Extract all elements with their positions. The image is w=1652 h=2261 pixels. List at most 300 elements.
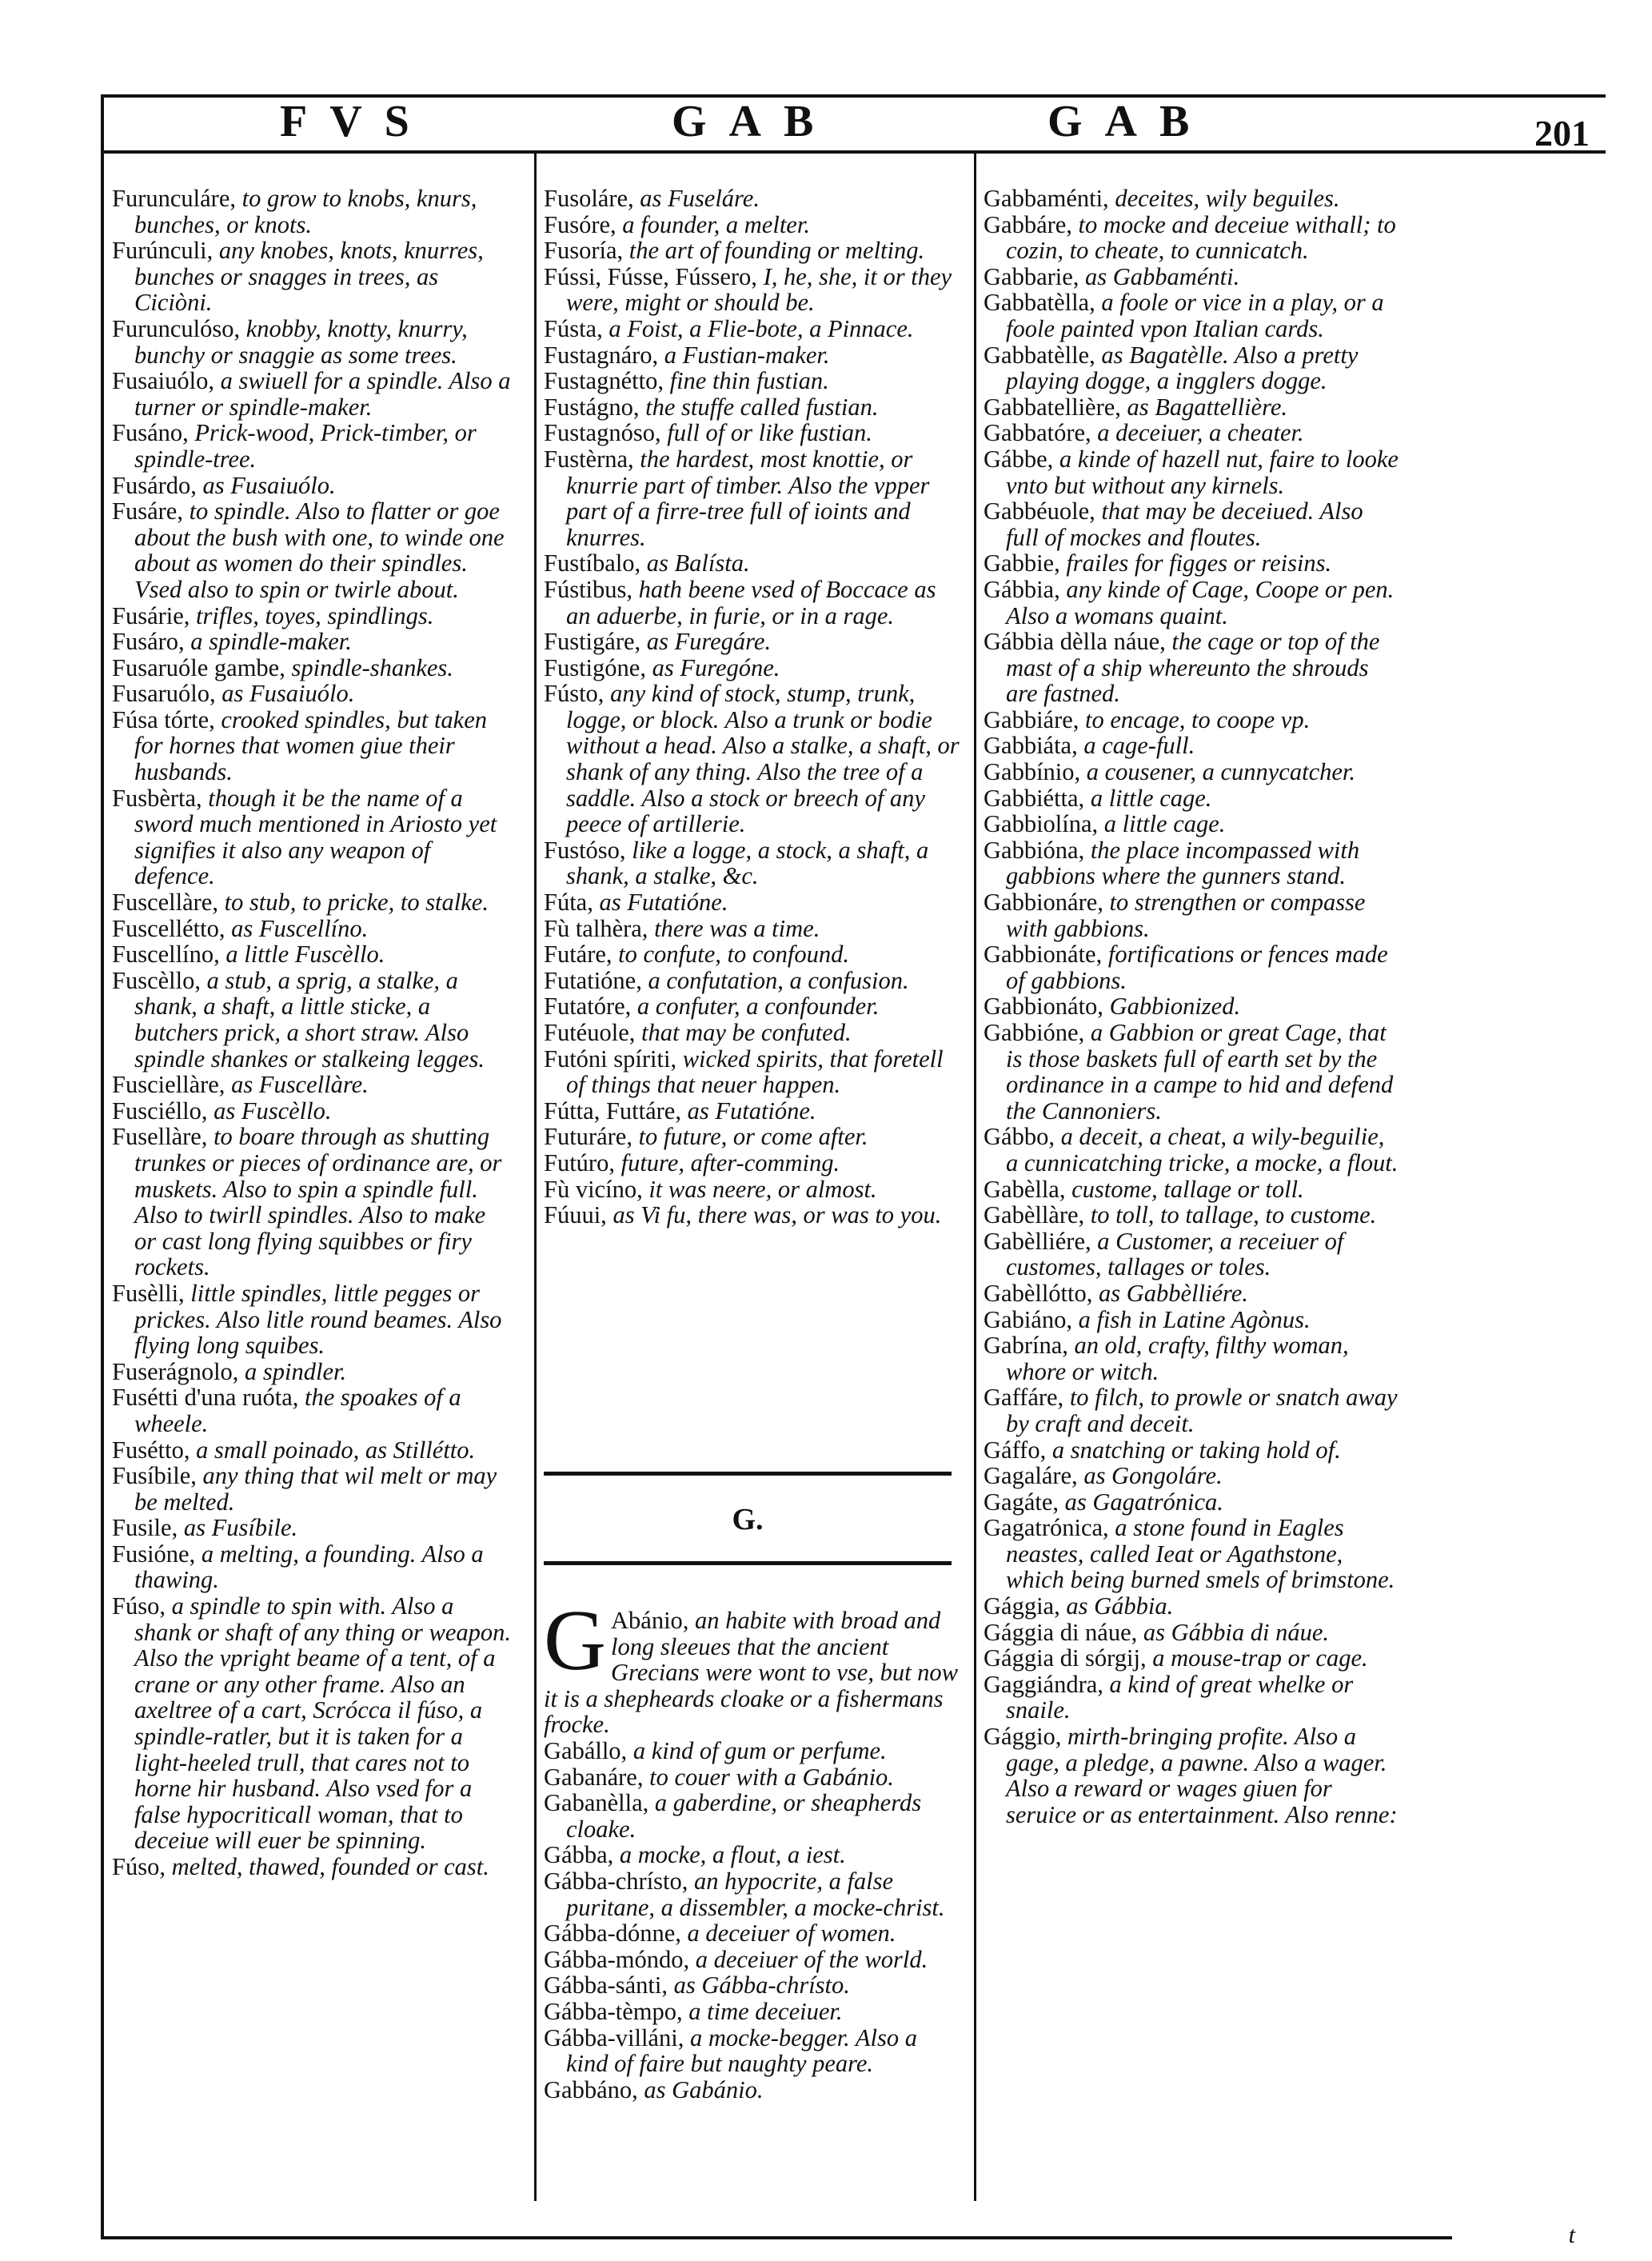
entry-headword: Gábba-sánti, [544, 1971, 668, 1999]
entry-headword: Fúta, [544, 889, 593, 917]
dictionary-entry [544, 1098, 960, 1125]
dictionary-entry [112, 186, 512, 238]
entry-gloss: a deceiuer, a cheater. [1091, 419, 1304, 447]
entry-headword: Futuráre, [544, 1123, 632, 1151]
entry-gloss: a spindler. [238, 1357, 347, 1385]
entry-headword: Fústibus, [544, 575, 633, 603]
entry-headword: Futatióne, [544, 966, 642, 994]
entry-headword: Fútta, Futtáre, [544, 1097, 681, 1125]
entry-gloss: any kind of stock, stump, trunk, logge, or block. Also a trunk or bodie without a head. Also a stalke, a shaft, or shank of any thing. Also the tree of a saddle. Also a stock or breech of any peece of artillerie. [566, 680, 960, 838]
entry-gloss: a time deceiuer. [682, 1997, 843, 2025]
entry-headword: Fusárdo, [112, 471, 197, 499]
dictionary-entry [112, 629, 512, 655]
dictionary-entry [112, 1463, 512, 1515]
entry-gloss: a small poinado, as Stillétto. [190, 1436, 476, 1464]
entry-headword: Gabbatellière, [984, 393, 1121, 421]
entry-headword: Gabbiáta, [984, 732, 1078, 760]
entry-gloss: to confute, to confound. [612, 941, 850, 969]
entry-gloss: a swiuell for a spindle. Also a turner or spindle-maker. [134, 367, 511, 421]
entry-gloss: it was neere, or almost. [642, 1175, 877, 1203]
entry-headword: Fù vicíno, [544, 1175, 643, 1203]
entry-gloss: the spoakes of a wheele. [134, 1384, 461, 1437]
dictionary-entry [984, 759, 1399, 785]
entry-headword: Gabanèlla, [544, 1789, 649, 1817]
entry-gloss: like a logge, a stock, a shaft, a shank, a stalke, &c. [566, 836, 929, 890]
entry-headword: Gabbionáto, [984, 993, 1103, 1021]
dictionary-entry [544, 186, 960, 212]
entry-gloss: a Gabbion or great Cage, that is those baskets full of earth set by the ordinance in a campe to hid and defend the Cannoniers. [1006, 1019, 1394, 1125]
entry-headword: Fusoláre, [544, 185, 634, 212]
entry-headword: Fuscellàre, [112, 889, 218, 917]
entry-headword: Gabbiolína, [984, 810, 1099, 838]
entry-headword: Gággio, [984, 1723, 1062, 1751]
entry-gloss: a founder, a melter. [616, 210, 810, 238]
entry-headword: Futatóre, [544, 993, 632, 1021]
entry-headword: Fusciéllo, [112, 1097, 208, 1125]
dictionary-entry [544, 1020, 960, 1046]
entry-gloss: a little cage. [1084, 784, 1212, 812]
entry-headword: Gabbínio, [984, 758, 1081, 786]
entry-gloss: to mocke and deceiue withall; to cozin, to cheate, to cunnicatch. [1006, 210, 1396, 265]
dictionary-entry [544, 1790, 960, 1842]
entry-headword: Fusíbile, [112, 1462, 197, 1490]
entry-gloss: a spindle to spin with. Also a shank or shaft of any thing or weapon. Also the vpright beame of a tent, of a crane or any other frame. Also an axeltree of a cart, Scrócca il fúso, a spindle-ratler, but it is taken for a light-heeled trull, that cares not to horne hir husband. Also vsed for a false hypocriticall woman, that to deceiue will euer be spinning. [134, 1592, 512, 1855]
entry-headword: Gabbéuole, [984, 497, 1095, 525]
column-right [984, 186, 1399, 1828]
entry-headword: Gabbióne, [984, 1019, 1085, 1046]
entry-gloss: a fish in Latine Agònus. [1071, 1305, 1311, 1333]
entry-gloss: as Balísta. [640, 549, 750, 577]
entry-gloss: the cage or top of the mast of a ship whereunto the shrouds are fastned. [1006, 628, 1380, 708]
dictionary-entry [984, 498, 1399, 550]
entry-headword: Fusaiuólo, [112, 367, 214, 395]
dictionary-entry [984, 1124, 1399, 1176]
entry-gloss: as Fuscèllo. [207, 1097, 332, 1125]
entry-gloss: as Furegáre. [640, 628, 772, 656]
entry-gloss: as Fusíbile. [178, 1514, 298, 1542]
entry-gloss: a spindle-maker. [184, 628, 352, 656]
dictionary-entry [544, 968, 960, 994]
entry-gloss: full of or like fustian. [660, 419, 872, 447]
dictionary-entry [544, 1176, 960, 1203]
entry-gloss: a melting, a founding. Also a thawing. [134, 1540, 484, 1594]
entry-headword: Fusétti d'una ruóta, [112, 1384, 299, 1412]
entry-headword: Gabbáno, [544, 2075, 638, 2103]
entry-gloss: as Gábbia di náue. [1137, 1618, 1330, 1646]
dictionary-entry [984, 212, 1399, 264]
entry-headword: Fusáre, [112, 497, 183, 525]
entry-gloss: as Gabánio. [637, 2075, 764, 2103]
dictionary-entry [984, 1280, 1399, 1307]
dictionary-entry [112, 473, 512, 499]
dictionary-entry [984, 1020, 1399, 1124]
entry-headword: Gabbaménti, [984, 185, 1109, 212]
entry-gloss: as Gabbaménti. [1079, 262, 1240, 290]
entry-headword: Fúso, [112, 1592, 166, 1620]
entry-gloss: to strengthen or compasse with gabbions. [1006, 889, 1366, 942]
entry-gloss: a stub, a sprig, a stalke, a shank, a shaft, a little sticke, a butchers prick, a short straw. Also spindle shankes or stalkeing legges. [134, 966, 485, 1073]
column-divider-2 [974, 154, 976, 2201]
dictionary-entry [984, 550, 1399, 577]
dictionary-entry [984, 837, 1399, 889]
entry-headword: Gabbatóre, [984, 419, 1091, 447]
dictionary-entry [544, 212, 960, 238]
entry-gloss: any thing that wil melt or may be melted. [134, 1462, 497, 1516]
dictionary-entry [112, 1515, 512, 1541]
entry-gloss: knobby, knotty, knurry, bunchy or snaggie as some trees. [134, 314, 468, 369]
entry-gloss: as Bagattellière. [1120, 393, 1287, 421]
dictionary-entry [112, 1124, 512, 1280]
dictionary-entry [984, 1645, 1399, 1672]
entry-headword: Gábbe, [984, 445, 1054, 473]
dictionary-entry [984, 811, 1399, 837]
entry-gloss: a little Fuscèllo. [219, 941, 385, 969]
entry-gloss: little spindles, little pegges or prickes. Also litle round beames. Also flying long squibes. [134, 1279, 502, 1360]
entry-gloss: to spindle. Also to flatter or goe about the bush with one, to winde one about as women do their spindles. Vsed also to spin or twirle about. [134, 497, 505, 603]
dictionary-entry [984, 1724, 1399, 1828]
entry-headword: Fuscellíno, [112, 941, 220, 969]
dictionary-entry [544, 993, 960, 1020]
dictionary-entry [112, 498, 512, 602]
dictionary-entry [112, 889, 512, 916]
entry-headword: Gábbo, [984, 1123, 1055, 1151]
entry-gloss: as Vi fu, there was, or was to you. [606, 1201, 942, 1229]
dictionary-entry [112, 1072, 512, 1098]
entry-gloss: melted, thawed, founded or cast. [165, 1853, 489, 1880]
entry-headword: Gabbie, [984, 549, 1060, 577]
section-rule-bottom [544, 1561, 952, 1565]
entry-headword: Futáre, [544, 941, 613, 969]
entry-gloss: to future, or come after. [632, 1123, 868, 1151]
entry-headword: Fústa, [544, 314, 603, 342]
entry-headword: Fuscellétto, [112, 914, 225, 942]
entry-headword: Fusáno, [112, 419, 189, 447]
entry-headword: Fusoría, [544, 237, 624, 265]
entry-headword: Gabbiétta, [984, 784, 1085, 812]
entry-headword: Gággia di náue, [984, 1618, 1138, 1646]
entry-gloss: spindle-shankes. [285, 653, 453, 681]
section-rule-top [544, 1472, 952, 1476]
dictionary-entry [544, 577, 960, 629]
dictionary-entry [112, 941, 512, 968]
dictionary-entry [544, 629, 960, 655]
dictionary-entry [984, 264, 1399, 290]
dictionary-entry [984, 577, 1399, 629]
dictionary-entry [112, 1384, 512, 1436]
dictionary-entry [984, 394, 1399, 421]
dictionary-entry [544, 1046, 960, 1098]
entry-headword: Fustigóne, [544, 653, 646, 681]
entry-headword: Fustíbalo, [544, 549, 641, 577]
dictionary-entry [544, 2025, 960, 2077]
dictionary-entry [984, 785, 1399, 812]
dictionary-entry [544, 1972, 960, 1999]
entry-headword: Fù talhèra, [544, 914, 648, 942]
entry-headword: Gábba-dónne, [544, 1919, 681, 1947]
entry-gloss: trifles, toyes, spindlings. [190, 601, 434, 629]
dictionary-entry [544, 681, 960, 837]
entry-headword: Gábba-tèmpo, [544, 1997, 683, 2025]
left-border [101, 94, 104, 2238]
entry-gloss: as Gabbèlliére. [1092, 1279, 1248, 1307]
dictionary-entry [984, 420, 1399, 446]
entry-gloss: the place incompassed with gabbions where the gunners stand. [1006, 836, 1360, 890]
dictionary-entry [112, 316, 512, 368]
entry-gloss: as Futatióne. [680, 1097, 816, 1125]
entry-headword: Futéuole, [544, 1019, 636, 1046]
dictionary-entry [112, 1541, 512, 1593]
dictionary-entry [984, 1332, 1399, 1384]
dictionary-entry [544, 420, 960, 446]
entry-headword: Gaffáre, [984, 1384, 1064, 1412]
entry-headword: Fúsa tórte, [112, 705, 215, 733]
entry-gloss: a little cage. [1098, 810, 1226, 838]
dictionary-entry [544, 1738, 960, 1764]
dictionary-entry [984, 290, 1399, 342]
dictionary-entry [984, 1463, 1399, 1489]
catchword: t [1568, 2222, 1575, 2248]
entry-gloss: a mocke, a flout, a iest. [613, 1841, 846, 1869]
column-left [112, 186, 512, 1880]
entry-headword: Fússi, Fússe, Fússero, [544, 262, 757, 290]
dictionary-entry [544, 342, 960, 369]
entry-gloss: a cage-full. [1077, 732, 1195, 760]
dictionary-entry [112, 1098, 512, 1125]
entry-gloss: that may be deceiued. Also full of mockes and floutes. [1006, 497, 1363, 551]
dictionary-entry [544, 368, 960, 394]
column-middle-g [544, 1593, 960, 2103]
dictionary-entry [112, 1854, 512, 1880]
entry-gloss: as Fuscellíno. [225, 914, 369, 942]
entry-headword: Gagáte, [984, 1488, 1059, 1516]
entry-gloss: as Fuseláre. [633, 185, 760, 212]
dictionary-entry [984, 1228, 1399, 1280]
entry-headword: Abánio, [611, 1607, 689, 1634]
entry-gloss: a confutation, a confusion. [641, 966, 909, 994]
entry-gloss: crooked spindles, but taken for hornes that women giue their husbands. [134, 705, 487, 786]
dictionary-entry [544, 316, 960, 342]
entry-gloss: mirth-bringing profite. Also a gage, a pledge, a pawne. Also a wager. Also a reward or wages giuen for seruice or as entertainment. Also renne: [1006, 1723, 1398, 1828]
entry-headword: Gabèlliére, [984, 1227, 1091, 1255]
entry-gloss: fortifications or fences made of gabbions. [1006, 941, 1388, 994]
dictionary-entry [984, 889, 1399, 941]
dictionary-entry [112, 238, 512, 316]
entry-gloss: wicked spirits, that foretell of things that neuer happen. [566, 1045, 944, 1099]
entry-headword: Fusaruóle gambe, [112, 653, 285, 681]
dictionary-entry [544, 837, 960, 889]
dictionary-entry [112, 1359, 512, 1385]
entry-gloss: as Fusaiuólo. [196, 471, 336, 499]
entry-gloss: to toll, to tallage, to custome. [1084, 1201, 1377, 1229]
entry-gloss: there was a time. [648, 914, 820, 942]
dictionary-entry [112, 968, 512, 1072]
running-head-left: FVS [280, 97, 432, 146]
dictionary-entry [984, 1515, 1399, 1593]
entry-gloss: a deceit, a cheat, a wily-beguilie, a cunnicatching tricke, a mocke, a flout. [1006, 1123, 1399, 1176]
entry-headword: Gábba-móndo, [544, 1945, 690, 1973]
entry-gloss: an habite with broad and long sleeues that the ancient Grecians were wont to vse, but now it is a shepheards cloake or a fishermans frocke. [544, 1607, 959, 1739]
entry-headword: Fusáro, [112, 628, 185, 656]
entry-gloss: the art of founding or melting. [623, 237, 925, 265]
dictionary-entry [544, 446, 960, 550]
entry-headword: Gáffo, [984, 1436, 1047, 1464]
dictionary-entry [544, 916, 960, 942]
entry-gloss: any kinde of Cage, Coope or pen. Also a womans quaint. [1006, 575, 1395, 629]
dictionary-entry [544, 2077, 960, 2103]
entry-gloss: the stuffe called fustian. [639, 393, 879, 421]
entry-headword: Gagatrónica, [984, 1514, 1109, 1542]
dictionary-entry [544, 238, 960, 264]
entry-headword: Gabbáre, [984, 210, 1072, 238]
entry-headword: Gabbiáre, [984, 705, 1079, 733]
entry-headword: Gábba-villáni, [544, 2023, 684, 2051]
section-letter: G. [732, 1503, 764, 1536]
entry-headword: Gábbia, [984, 575, 1060, 603]
dictionary-entry [984, 1620, 1399, 1646]
drop-cap: G [544, 1593, 606, 1688]
entry-gloss: as Furegóne. [645, 653, 780, 681]
entry-headword: Gabbatèlle, [984, 341, 1095, 369]
dictionary-entry [544, 1947, 960, 1973]
entry-headword: Fusile, [112, 1514, 178, 1542]
dictionary-entry [544, 1842, 960, 1868]
entry-gloss: to stub, to pricke, to stalke. [217, 889, 489, 917]
dictionary-entry [544, 1202, 960, 1228]
entry-headword: Fustagnóso, [544, 419, 661, 447]
page-number: 201 [1534, 113, 1590, 154]
dictionary-entry [984, 1202, 1399, 1228]
dictionary-entry [112, 1593, 512, 1854]
dictionary-entry [112, 420, 512, 472]
entry-headword: Gággia, [984, 1592, 1060, 1620]
entry-headword: Fusióne, [112, 1540, 196, 1568]
running-head-center: GAB [672, 97, 836, 146]
column-middle [544, 186, 960, 1228]
dictionary-entry [112, 681, 512, 707]
entry-gloss: a gaberdine, or sheapherds cloake. [566, 1789, 922, 1843]
entry-gloss: a deceiuer of women. [680, 1919, 896, 1947]
entry-headword: Futóni spíriti, [544, 1045, 677, 1073]
entry-gloss: a kind of great whelke or snaile. [1006, 1670, 1354, 1724]
entry-gloss: an old, crafty, filthy woman, whore or witch. [1006, 1332, 1349, 1385]
entry-gloss: a Customer, a receiuer of customes, tallages or toles. [1006, 1227, 1344, 1281]
entry-headword: Fúso, [112, 1853, 166, 1880]
entry-gloss: as Fuscellàre. [225, 1071, 369, 1099]
entry-gloss: a Foist, a Flie-bote, a Pinnace. [602, 314, 914, 342]
entry-headword: Gabrína, [984, 1332, 1068, 1360]
entry-gloss: a kind of gum or perfume. [627, 1736, 887, 1764]
entry-gloss: that may be confuted. [635, 1019, 852, 1046]
entry-headword: Fusèlli, [112, 1279, 185, 1307]
bottom-rule [101, 2236, 1452, 2239]
entry-headword: Gábba-chrísto, [544, 1867, 688, 1895]
entry-gloss: though it be the name of a sword much mentioned in Ariosto yet signifies it also any weapon of defence. [134, 784, 497, 890]
entry-headword: Fusétto, [112, 1436, 190, 1464]
entry-headword: Fustèrna, [544, 445, 634, 473]
entry-gloss: to grow to knobs, knurs, bunches, or knots. [134, 185, 477, 238]
entry-gloss: Gabbionized. [1103, 993, 1241, 1021]
dictionary-entry [112, 368, 512, 420]
dictionary-entry [984, 1176, 1399, 1203]
entry-headword: Fuscèllo, [112, 966, 201, 994]
dictionary-entry [984, 733, 1399, 759]
entry-headword: Fustágno, [544, 393, 640, 421]
dictionary-entry [984, 1307, 1399, 1333]
entry-headword: Fusaruólo, [112, 680, 216, 708]
entry-gloss: to encage, to coope vp. [1079, 705, 1311, 733]
dictionary-entry [112, 916, 512, 942]
entry-gloss: a stone found in Eagles neastes, called Ieat or Agathstone, which being burned smels of brimstone. [1006, 1514, 1395, 1594]
dictionary-entry [544, 941, 960, 968]
dictionary-entry [544, 550, 960, 577]
entry-headword: Gabanáre, [544, 1763, 644, 1791]
entry-headword: Fustóso, [544, 836, 626, 864]
entry-gloss: to filch, to prowle or snatch away by craft and deceit. [1006, 1384, 1398, 1437]
entry-gloss: a mocke-begger. Also a kind of faire but naughty peare. [566, 2023, 917, 2078]
entry-headword: Gabbatèlla, [984, 289, 1095, 317]
entry-gloss: a deceiuer of the world. [689, 1945, 928, 1973]
dictionary-entry [544, 1999, 960, 2025]
entry-gloss: a kinde of hazell nut, faire to looke vnto but without any kirnels. [1006, 445, 1399, 499]
column-divider-1 [534, 154, 537, 2201]
entry-headword: Gagaláre, [984, 1462, 1078, 1490]
header-rule [101, 150, 1606, 154]
entry-gloss: an hypocrite, a false puritane, a dissembler, a mocke-christ. [566, 1867, 945, 1921]
entry-headword: Gabèllàre, [984, 1201, 1085, 1229]
entry-headword: Gábbia dèlla náue, [984, 628, 1166, 656]
entry-headword: Fusóre, [544, 210, 617, 238]
entry-headword: Fúuui, [544, 1201, 607, 1229]
entry-gloss: a Fustian-maker. [658, 341, 830, 369]
dictionary-entry [544, 889, 960, 916]
entry-gloss: I, he, she, it or they were, might or should be. [566, 262, 952, 317]
dictionary-entry [984, 707, 1399, 733]
dictionary-entry [984, 941, 1399, 993]
entry-headword: Gabbióna, [984, 836, 1085, 864]
entry-gloss: future, after-comming. [614, 1148, 840, 1176]
dictionary-entry [984, 1384, 1399, 1436]
entry-gloss: as Gábba-chrísto. [668, 1971, 850, 1999]
entry-gloss: Prick-wood, Prick-timber, or spindle-tree. [134, 419, 477, 473]
dictionary-entry [984, 186, 1399, 212]
entry-gloss: as Gongoláre. [1077, 1462, 1223, 1490]
dictionary-entry [544, 655, 960, 681]
entry-headword: Fústo, [544, 680, 605, 708]
entry-gloss: any knobes, knots, knurres, bunches or snagges in trees, as Ciciòni. [134, 237, 484, 317]
entry-headword: Gággia di sórgij, [984, 1644, 1147, 1672]
entry-headword: Fuserágnolo, [112, 1357, 239, 1385]
entry-headword: Gabèlla, [984, 1175, 1066, 1203]
entry-gloss: the hardest, most knottie, or knurrie part of timber. Also the vpper part of a firre-tree full of ioints and knurres. [566, 445, 930, 551]
entry-gloss: a confuter, a confounder. [631, 993, 880, 1021]
entry-gloss: as Gagatrónica. [1059, 1488, 1223, 1516]
dictionary-entry [984, 1593, 1399, 1620]
running-head-right: GAB [1047, 97, 1212, 146]
dictionary-entry [544, 1150, 960, 1176]
dictionary-entry [544, 1764, 960, 1791]
dictionary-entry [544, 1920, 960, 1947]
entry-headword: Futúro, [544, 1148, 615, 1176]
entry-gloss: as Futatióne. [593, 889, 728, 917]
dictionary-entry [984, 446, 1399, 498]
dictionary-entry [984, 1437, 1399, 1464]
entry-headword: Furúnculi, [112, 237, 213, 265]
entry-gloss: to boare through as shutting trunkes or pieces of ordinance are, or muskets. Also to spin a spindle full. Also to twirll spindles. Also to make or cast long flying squibbes or firy rockets. [134, 1123, 502, 1281]
entry-headword: Fusárie, [112, 601, 190, 629]
dictionary-entry [544, 1124, 960, 1150]
dictionary-entry [112, 603, 512, 629]
entry-gloss: frailes for figges or reisins. [1059, 549, 1332, 577]
